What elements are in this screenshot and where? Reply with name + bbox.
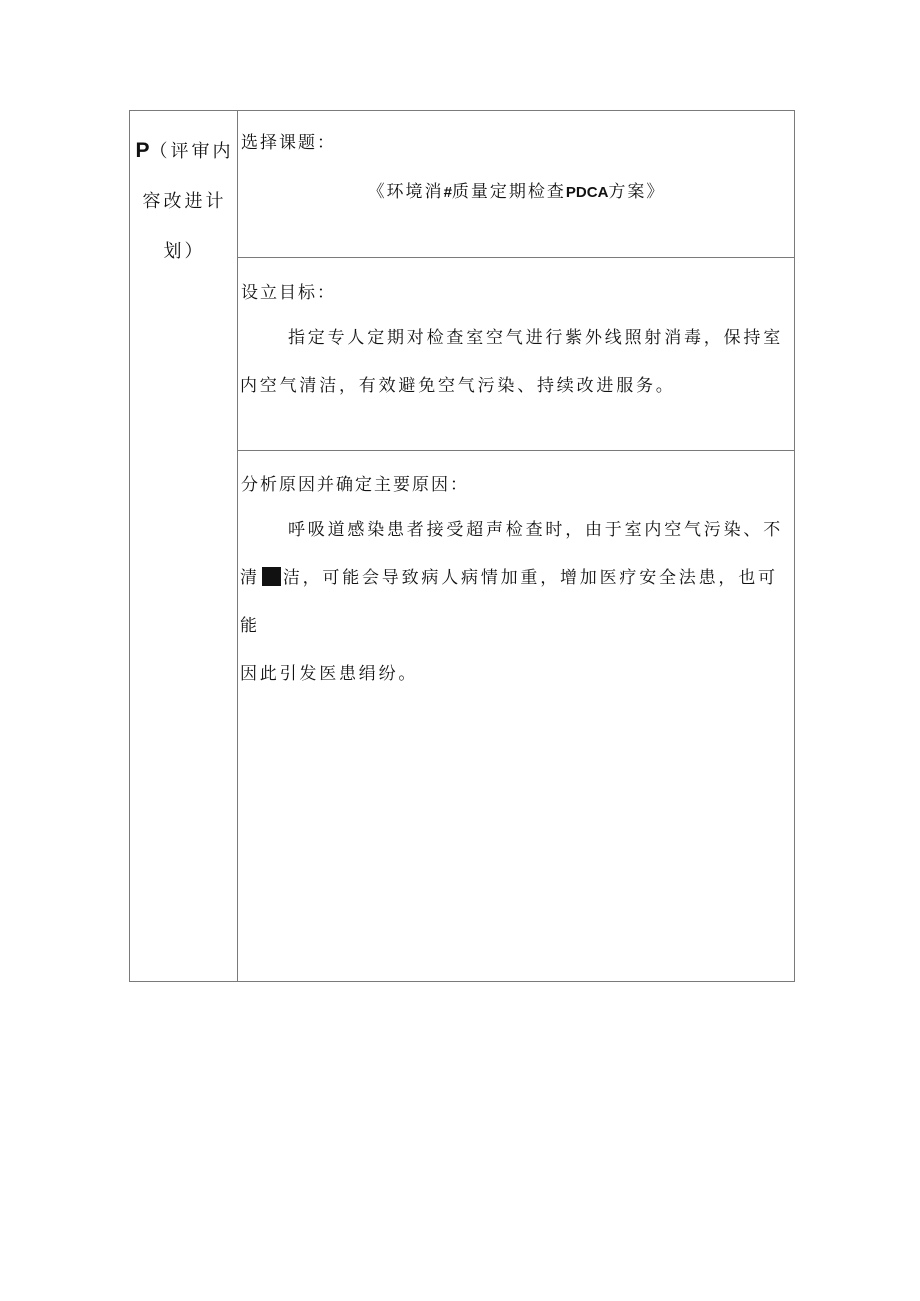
analyze-cause-line-1: 呼吸道感染患者接受超声检查时，由于室内空气污染、不 [288, 520, 783, 540]
content-column [238, 111, 795, 981]
phase-letter: P [135, 139, 150, 162]
topic-name-open: 《环境消 [367, 182, 444, 202]
analyze-cause-line-3: 因此引发医患绢纷。 [240, 664, 419, 684]
pdca-form-table [129, 110, 795, 982]
analyze-cause-section [238, 451, 795, 983]
select-topic-title: 选择课题： [241, 133, 336, 153]
phase-label [133, 126, 236, 277]
topic-name-latin: PDCA [565, 184, 609, 201]
topic-name [238, 177, 795, 202]
phase-label-cell [130, 111, 238, 981]
set-goal-line-2: 内空气清洁，有效避免空气污染、持续改进服务。 [240, 376, 676, 396]
set-goal-title: 设立目标： [241, 283, 336, 303]
set-goal-line-1: 指定专人定期对检查室空气进行紫外线照射消毒，保持室 [288, 328, 783, 348]
analyze-cause-text [240, 506, 792, 698]
analyze-cause-line-2-start: 清 [240, 568, 260, 588]
analyze-cause-title: 分析原因并确定主要原因： [241, 475, 469, 495]
analyze-cause-line-2-end: 洁，可能会导致病人病情加重，增加医疗安全法患，也可能 [240, 568, 778, 636]
topic-name-mid: 质量定期检查 [451, 182, 566, 202]
phase-label-text: （评审内容改进计划） [142, 141, 234, 262]
topic-name-hash: # [443, 184, 452, 201]
set-goal-text [240, 314, 792, 410]
redaction-block [262, 567, 281, 586]
set-goal-section [238, 258, 795, 451]
select-topic-section [238, 111, 795, 258]
topic-name-close: 方案》 [608, 182, 666, 202]
